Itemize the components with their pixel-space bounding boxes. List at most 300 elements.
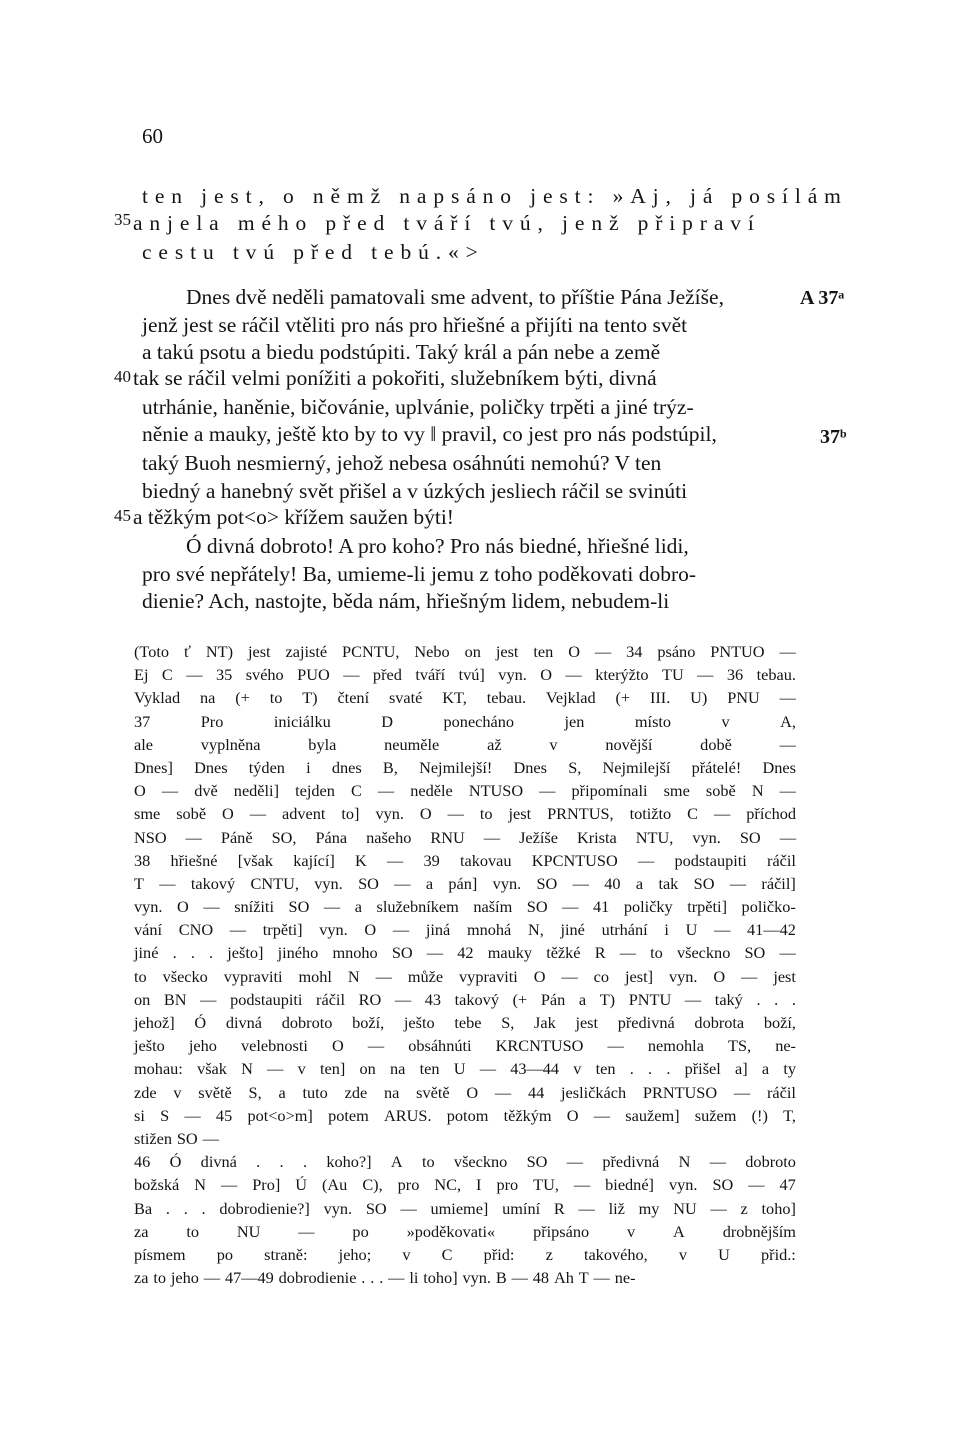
apparatus-word: — <box>203 1268 221 1288</box>
text-line: Ó divná dobroto! A pro koho? Pro nás biedné, hřiešné lidi, <box>186 534 689 558</box>
apparatus-word: vání <box>134 920 163 940</box>
apparatus-line <box>134 1243 796 1266</box>
apparatus-word: T, <box>783 1105 796 1125</box>
apparatus-word: — <box>375 966 392 986</box>
apparatus-word: ten <box>533 642 554 661</box>
apparatus-word: vyn. <box>319 920 348 940</box>
apparatus-word: služebníkem <box>376 897 459 917</box>
apparatus-word: vypraviti <box>459 966 518 986</box>
apparatus-word: CNTU, <box>250 873 299 893</box>
apparatus-word: on <box>134 989 151 1009</box>
apparatus-word: (!) <box>751 1105 768 1125</box>
apparatus-line <box>134 1057 796 1080</box>
apparatus-word: N, <box>527 920 544 940</box>
apparatus-line <box>134 826 796 849</box>
apparatus-word: C), <box>362 1175 383 1195</box>
apparatus-word: potem <box>328 1105 369 1125</box>
apparatus-word: to <box>269 688 283 708</box>
apparatus-word: — <box>400 1198 417 1218</box>
apparatus-word: vyn. <box>134 897 163 917</box>
apparatus-word: S, <box>568 757 582 777</box>
apparatus-word: jesličkách <box>561 1082 627 1102</box>
apparatus-word: SO <box>712 1175 734 1195</box>
apparatus-word: — <box>779 943 796 963</box>
apparatus-word: SO <box>358 873 379 893</box>
apparatus-word: sobě <box>705 781 736 801</box>
apparatus-word: T) <box>302 688 318 708</box>
apparatus-word: v <box>627 1221 636 1241</box>
apparatus-word: K <box>355 850 367 870</box>
apparatus-word: — <box>561 966 578 986</box>
apparatus-word: boží, <box>352 1013 385 1032</box>
apparatus-word: v <box>402 1244 411 1264</box>
apparatus-word: Ó <box>194 1013 207 1032</box>
apparatus-word: O <box>566 1105 579 1125</box>
apparatus-word: — <box>159 873 176 893</box>
apparatus-word: 41 <box>593 897 610 917</box>
apparatus-word: až <box>487 734 502 754</box>
apparatus-word: kající] <box>293 850 335 870</box>
apparatus-word: toho] <box>761 1198 796 1218</box>
apparatus-word: divná <box>200 1152 237 1172</box>
apparatus-word: RNU <box>430 827 465 847</box>
apparatus-word: 35 <box>215 665 233 685</box>
apparatus-word: on <box>464 642 481 661</box>
apparatus-word: — <box>779 734 796 754</box>
apparatus-word: ješto <box>403 1013 435 1032</box>
apparatus-word: vyn. <box>668 966 698 986</box>
apparatus-word: boží, <box>763 1013 796 1032</box>
margin-reference: A 37ᵃ <box>800 287 845 309</box>
apparatus-word: — <box>323 897 341 917</box>
apparatus-word: tvú] <box>458 665 485 685</box>
apparatus-word: tebau. <box>756 665 796 685</box>
apparatus-word: — <box>229 920 247 940</box>
apparatus-word: si <box>134 1105 145 1125</box>
text-line: jenž jest se ráčil vtěliti pro nás pro hřiešné a přijíti na tento svět <box>142 313 688 337</box>
apparatus-word: jest <box>247 642 271 661</box>
apparatus-word: a <box>635 873 644 893</box>
apparatus-word: — <box>161 781 179 801</box>
apparatus-word: Nejmilejší <box>602 757 671 777</box>
apparatus-word: zajisté <box>285 642 328 661</box>
apparatus-word: vyn. <box>314 873 343 893</box>
apparatus-word: trpěti] <box>262 920 303 940</box>
apparatus-word: — <box>572 873 589 893</box>
apparatus-word: — <box>267 1059 284 1079</box>
text-line: a takú psotu a biedu podstúpiti. Taký král a pán nebe a země <box>142 340 661 364</box>
apparatus-word: totižto <box>629 804 672 824</box>
apparatus-word: ne- <box>775 1036 796 1056</box>
apparatus-word: Dnes <box>762 757 796 777</box>
apparatus-word: N <box>241 1059 253 1079</box>
apparatus-word: to <box>421 1152 435 1172</box>
apparatus-word: ale <box>134 734 153 754</box>
apparatus-word: drobnějším <box>722 1221 796 1241</box>
apparatus-word: — <box>741 966 758 986</box>
apparatus-word: i <box>664 920 669 940</box>
apparatus-word: A <box>390 1152 403 1172</box>
apparatus-word: — <box>539 781 556 801</box>
text-line: pro své nepřátely! Ba, umieme-li jemu z toho poděkovati dobro- <box>142 562 697 586</box>
apparatus-word: velebnosti <box>240 1036 308 1056</box>
critical-apparatus <box>134 640 796 1289</box>
apparatus-word: jeho <box>188 1036 217 1056</box>
apparatus-word: jiné <box>560 920 585 940</box>
apparatus-word: Pro <box>200 711 224 731</box>
apparatus-word: dnes <box>331 757 362 777</box>
apparatus-word: Páně <box>220 827 253 847</box>
apparatus-word: NC, <box>434 1175 462 1195</box>
apparatus-word: Ó <box>169 1152 182 1172</box>
apparatus-word: přišel <box>684 1059 721 1079</box>
apparatus-word: neděle <box>410 781 453 801</box>
apparatus-word: 47 <box>779 1175 796 1195</box>
apparatus-word: naším <box>473 897 513 917</box>
apparatus-word: Nejmilejší! <box>419 757 493 777</box>
apparatus-line <box>134 988 796 1011</box>
apparatus-word: . <box>172 943 177 963</box>
apparatus-word: . <box>302 1152 308 1172</box>
apparatus-word: stižen <box>134 1128 172 1148</box>
apparatus-word: ráčil] <box>761 873 796 893</box>
apparatus-line <box>134 1104 796 1127</box>
apparatus-word: . <box>370 1268 375 1288</box>
apparatus-word: sme <box>663 781 690 801</box>
page-number: 60 <box>142 124 163 148</box>
apparatus-word: pot<o>m] <box>247 1105 313 1125</box>
apparatus-word: — <box>684 989 702 1009</box>
apparatus-word: po <box>352 1221 369 1241</box>
apparatus-line <box>134 1266 796 1289</box>
apparatus-word: 44 <box>527 1082 545 1102</box>
apparatus-word: Pána <box>315 827 348 847</box>
apparatus-word: připomínali <box>571 781 648 801</box>
apparatus-word: takového, <box>583 1244 648 1264</box>
apparatus-word: pán] <box>448 873 478 893</box>
apparatus-word: sme <box>134 804 161 824</box>
apparatus-word: — <box>249 804 267 824</box>
apparatus-word: všeckno <box>676 943 731 963</box>
apparatus-word: a <box>761 1059 770 1079</box>
apparatus-word: tak <box>658 873 679 893</box>
apparatus-word: našeho <box>366 827 412 847</box>
apparatus-word: BN <box>163 989 187 1009</box>
apparatus-word: SO <box>744 943 766 963</box>
apparatus-line <box>134 918 796 941</box>
apparatus-word: utrhání <box>601 920 648 940</box>
apparatus-line <box>134 733 796 756</box>
text-line: Dnes dvě neděli pamatovali sme advent, to příštie Pána Ježíše, <box>186 285 724 309</box>
apparatus-word: SO <box>391 943 413 963</box>
apparatus-word: ješto <box>134 1036 165 1056</box>
apparatus-word: T) <box>599 989 616 1009</box>
apparatus-word: PNTU <box>628 989 672 1009</box>
apparatus-word: . <box>379 1268 384 1288</box>
apparatus-line <box>134 1034 796 1057</box>
apparatus-word: (+ <box>615 688 631 708</box>
apparatus-word: TS, <box>728 1036 752 1056</box>
apparatus-word: snížiti <box>234 897 274 917</box>
apparatus-word: iniciálku <box>273 711 331 731</box>
apparatus-word: a <box>425 873 434 893</box>
apparatus-word: Ba <box>134 1198 153 1218</box>
apparatus-word: O <box>713 966 726 986</box>
apparatus-word: mohl <box>298 966 332 986</box>
apparatus-word: — <box>710 1198 727 1218</box>
apparatus-word: ráčil <box>767 850 796 870</box>
apparatus-line <box>134 872 796 895</box>
apparatus-word: ten <box>419 1059 440 1079</box>
apparatus-line <box>134 779 796 802</box>
apparatus-word: svaté <box>388 688 423 708</box>
apparatus-word: vyn. <box>462 1268 491 1288</box>
apparatus-word: — <box>483 827 501 847</box>
apparatus-word: Ježíše <box>519 827 558 847</box>
apparatus-word: . <box>165 1198 170 1218</box>
apparatus-word: vypraviti <box>223 966 283 986</box>
apparatus-word: tuto <box>302 1082 328 1102</box>
text-line: a těžkým pot<o> křížem saužen býti! <box>133 505 454 529</box>
apparatus-word: dobrota <box>694 1013 745 1032</box>
apparatus-word: . <box>648 1059 653 1079</box>
apparatus-line <box>134 895 796 918</box>
apparatus-word: — <box>779 642 796 661</box>
apparatus-word: — <box>748 1175 765 1195</box>
apparatus-word: O <box>419 804 432 824</box>
apparatus-word: — <box>298 1221 315 1241</box>
apparatus-word: . <box>201 1198 206 1218</box>
apparatus-word: . <box>774 989 779 1009</box>
apparatus-line <box>134 965 796 988</box>
apparatus-word: SO <box>526 897 548 917</box>
apparatus-word: — <box>714 920 731 940</box>
apparatus-word: C <box>441 1244 453 1264</box>
apparatus-word: 43—44 <box>510 1059 560 1079</box>
apparatus-word: v <box>173 1082 182 1102</box>
apparatus-word: — <box>392 920 410 940</box>
apparatus-word: hřiešné <box>170 850 218 870</box>
apparatus-word: PRNTUSO <box>642 1082 718 1102</box>
apparatus-word: čtení <box>337 688 370 708</box>
apparatus-word: NTUSO <box>468 781 524 801</box>
text-line: utrhánie, haněnie, bičovánie, uplvánie, poličky trpěti a jiné trýz- <box>142 395 694 419</box>
line-number: 40 <box>114 367 131 386</box>
apparatus-word: [však <box>237 850 273 870</box>
apparatus-word: může <box>407 966 444 986</box>
apparatus-word: 48 <box>532 1268 550 1288</box>
apparatus-word: divná <box>225 1013 263 1032</box>
apparatus-word: v <box>573 1059 582 1079</box>
apparatus-word: takový <box>190 873 236 893</box>
apparatus-word: — <box>202 1128 219 1148</box>
apparatus-word: svého <box>245 665 284 685</box>
apparatus-word: PUO <box>297 665 330 685</box>
apparatus-word: a <box>278 1082 286 1102</box>
apparatus-divider <box>136 622 796 623</box>
text-line: biedný a hanebný svět přišel a v úzkých jesliech ráčil se svinúti <box>142 479 688 503</box>
apparatus-word: — <box>593 1105 611 1125</box>
apparatus-word: straně: <box>264 1244 308 1264</box>
apparatus-word: . <box>183 1198 188 1218</box>
apparatus-word: — <box>779 688 796 708</box>
apparatus-word: 43 <box>424 989 442 1009</box>
apparatus-word: sobě <box>176 804 207 824</box>
apparatus-word: saužem] <box>625 1105 680 1125</box>
apparatus-word: světě <box>416 1082 450 1102</box>
apparatus-word: — <box>185 827 202 847</box>
apparatus-word: nemohla <box>647 1036 704 1056</box>
apparatus-word: jest <box>773 966 796 986</box>
apparatus-word: takový <box>454 989 499 1009</box>
apparatus-line <box>134 849 796 872</box>
apparatus-word: . <box>256 1152 261 1172</box>
apparatus-word: mnoho <box>332 943 378 963</box>
apparatus-word: my <box>638 1198 660 1218</box>
apparatus-word: týden <box>248 757 285 777</box>
apparatus-word: Dnes] <box>134 757 173 777</box>
apparatus-word: T <box>578 1268 589 1288</box>
apparatus-word: vyn. <box>323 1198 353 1218</box>
apparatus-word: zde <box>344 1082 368 1102</box>
apparatus-word: T <box>134 873 144 893</box>
apparatus-word: on <box>359 1059 376 1079</box>
apparatus-word: ty <box>783 1059 796 1079</box>
apparatus-word: — <box>184 1105 201 1125</box>
apparatus-word: vyn. <box>498 665 527 685</box>
apparatus-word: 45 <box>215 1105 233 1125</box>
apparatus-word: — <box>447 804 464 824</box>
apparatus-word: O <box>364 920 377 940</box>
apparatus-word: umieme] <box>430 1198 489 1218</box>
apparatus-word: O <box>568 642 580 661</box>
apparatus-word: C <box>350 781 362 801</box>
apparatus-word: — <box>565 665 582 685</box>
apparatus-word: O <box>540 665 553 685</box>
apparatus-word: — <box>494 1082 512 1102</box>
apparatus-word: . <box>279 1152 284 1172</box>
apparatus-word: — <box>578 1198 595 1218</box>
apparatus-word: z <box>545 1244 553 1264</box>
apparatus-word: O <box>177 897 189 917</box>
apparatus-word: SO <box>526 1152 548 1172</box>
apparatus-word: N <box>678 1152 691 1172</box>
apparatus-word: dobrodienie <box>278 1268 357 1288</box>
apparatus-word: C <box>161 665 173 685</box>
apparatus-word: O <box>134 781 146 801</box>
apparatus-word: v <box>678 1244 687 1264</box>
apparatus-word: — <box>203 897 220 917</box>
apparatus-word: a <box>354 897 362 917</box>
apparatus-word: ten] <box>319 1059 346 1079</box>
apparatus-line <box>134 663 796 686</box>
apparatus-word: Pán <box>540 989 566 1009</box>
apparatus-word: vyn. <box>375 804 404 824</box>
apparatus-word: NTU, <box>635 827 674 847</box>
apparatus-word: — <box>388 1268 405 1288</box>
apparatus-word: Ú <box>295 1175 308 1195</box>
apparatus-word: 46 <box>134 1152 151 1172</box>
apparatus-word: . <box>361 1268 366 1288</box>
apparatus-word: I <box>476 1175 482 1195</box>
apparatus-line <box>134 1011 796 1034</box>
apparatus-word: — <box>511 1268 528 1288</box>
apparatus-word: taký <box>714 989 743 1009</box>
apparatus-word: jeho <box>170 1268 199 1288</box>
apparatus-word: SO <box>536 873 558 893</box>
apparatus-word: i <box>306 757 311 777</box>
apparatus-line <box>134 802 796 825</box>
apparatus-word: a] <box>735 1059 748 1079</box>
apparatus-word: — <box>573 1175 591 1195</box>
apparatus-word: pro <box>397 1175 420 1195</box>
apparatus-word: Nebo <box>414 642 450 661</box>
apparatus-word: v <box>721 711 730 731</box>
apparatus-word: na <box>390 1059 406 1079</box>
apparatus-word: . <box>629 1059 634 1079</box>
apparatus-word: poličko- <box>741 897 796 917</box>
apparatus-line <box>134 640 796 663</box>
apparatus-word: U <box>453 1059 466 1079</box>
apparatus-word: O <box>331 1036 344 1056</box>
apparatus-word: TU <box>662 665 684 685</box>
apparatus-word: ARUS. <box>384 1105 432 1125</box>
apparatus-word: přid: <box>483 1244 515 1264</box>
apparatus-word: Jak <box>534 1013 556 1032</box>
apparatus-word: co <box>593 966 610 986</box>
apparatus-word: neuměle <box>384 734 440 754</box>
apparatus-word: sužem <box>694 1105 737 1125</box>
apparatus-word: vyn. <box>492 873 522 893</box>
apparatus-line <box>134 756 796 779</box>
apparatus-word: světě <box>198 1082 232 1102</box>
apparatus-word: . <box>756 989 761 1009</box>
apparatus-word: Ej <box>134 665 149 685</box>
apparatus-word: 34 <box>626 642 643 661</box>
apparatus-word: — <box>426 943 444 963</box>
apparatus-word: NU <box>673 1198 697 1218</box>
apparatus-word: R <box>594 943 606 963</box>
apparatus-word: Pro] <box>252 1175 281 1195</box>
apparatus-word: toho] <box>423 1268 458 1288</box>
apparatus-word: připsáno <box>533 1221 590 1241</box>
apparatus-word: umíní <box>502 1198 541 1218</box>
apparatus-word: poličky <box>623 897 673 917</box>
apparatus-word: liž <box>608 1198 625 1218</box>
apparatus-word: O <box>222 804 234 824</box>
apparatus-word: dvě <box>194 781 218 801</box>
apparatus-word: těžké <box>546 943 581 963</box>
apparatus-word: dobroto <box>281 1013 333 1032</box>
apparatus-word: to <box>153 1268 166 1288</box>
apparatus-line <box>134 1173 796 1196</box>
apparatus-word: to] <box>341 804 360 824</box>
apparatus-word: (+ <box>512 989 528 1009</box>
apparatus-word: neděli] <box>233 781 279 801</box>
apparatus-word: v <box>549 734 558 754</box>
apparatus-word: — <box>377 781 395 801</box>
text-line: něnie a mauky, ještě kto by to vy ‖ pravil, co jest pro nás podstúpil, <box>142 422 717 446</box>
apparatus-word: vyn. <box>668 1175 698 1195</box>
apparatus-word: — <box>394 989 412 1009</box>
apparatus-word: však <box>197 1059 227 1079</box>
apparatus-word: 38 <box>134 850 151 870</box>
apparatus-word: — <box>593 1268 610 1288</box>
apparatus-word: v <box>297 1059 306 1079</box>
apparatus-word: dobroto <box>745 1152 796 1172</box>
apparatus-word: — <box>779 781 796 801</box>
apparatus-word: . <box>791 989 796 1009</box>
